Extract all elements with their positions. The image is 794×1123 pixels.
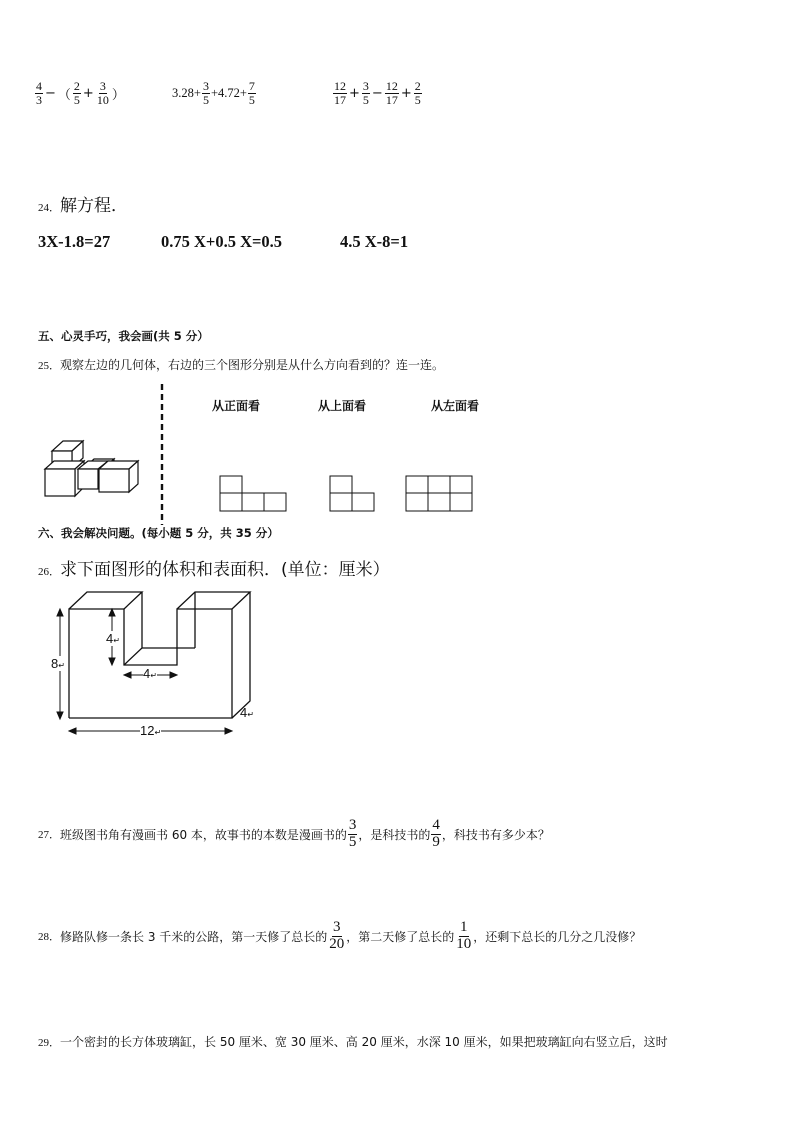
denominator: 9 (432, 833, 440, 850)
fraction (248, 80, 256, 106)
numerator: 4 (36, 79, 42, 93)
operator: + (82, 85, 94, 101)
question-title: 解方程． (60, 196, 128, 216)
question-25 (38, 354, 444, 373)
question-text: 班级图书角有漫画书 60 本，故事书的本数是漫画书的 (60, 827, 347, 842)
numerator: 12 (334, 79, 346, 93)
dim-value: 8 (51, 656, 59, 671)
q26-solid-figure (0, 585, 300, 745)
return-mark: ↵ (247, 710, 254, 719)
denominator: 10 (456, 935, 472, 952)
numerator: 12 (385, 79, 398, 93)
numerator: 7 (248, 79, 255, 93)
question-text: ，是科技书的 (358, 827, 431, 842)
denominator: 17 (334, 92, 346, 107)
return-mark: ↵ (113, 636, 120, 645)
dim-value: 12 (140, 723, 155, 738)
numerator: 3 (333, 919, 341, 935)
cube-solid (45, 441, 138, 496)
fraction (431, 818, 441, 851)
numerator: 3 (362, 79, 369, 93)
dim-value: 4 (143, 666, 151, 681)
operator: − (45, 85, 56, 101)
fraction (362, 80, 370, 106)
question-number: 28． (38, 931, 60, 944)
expression-text: +4.72+ (210, 85, 247, 100)
equation-2: 0.75 X+0.5 X=0.5 (161, 232, 283, 251)
denominator: 5 (414, 92, 421, 107)
question-text: ，第二天修了总长的 (346, 929, 455, 944)
question-27 (38, 818, 550, 851)
calc-expression-2 (172, 80, 257, 106)
calc-expression-3 (332, 80, 423, 106)
question-24-heading (38, 191, 128, 216)
return-mark: ↵ (58, 661, 65, 670)
dim-depth-label (240, 705, 254, 720)
dim-notch-width-label (143, 666, 157, 681)
fraction (73, 80, 81, 106)
dim-height-label (51, 656, 65, 671)
fraction (96, 80, 110, 106)
numerator: 3 (202, 79, 209, 93)
question-number: 29． (38, 1037, 60, 1049)
expression-text: 3.28+ (172, 85, 201, 100)
view-label-top: 从上面看 (318, 399, 367, 413)
question-number: 25． (38, 360, 60, 372)
fraction (35, 80, 43, 106)
denominator: 3 (36, 92, 42, 107)
return-mark: ↵ (150, 671, 157, 680)
fraction (455, 920, 472, 953)
fraction (414, 80, 422, 106)
top-view-grid (330, 476, 374, 511)
question-text: ，还剩下总长的几分之几没修？ (473, 929, 642, 944)
question-number: 24． (38, 202, 60, 214)
paren: （ (57, 87, 71, 103)
operator: + (349, 85, 360, 101)
question-28 (38, 920, 641, 953)
denominator: 10 (96, 92, 109, 107)
calc-expression-1 (34, 80, 126, 106)
question-text: 观察左边的几何体，右边的三个图形分别是从什么方向看到的？连一连。 (60, 358, 445, 372)
fraction (385, 80, 399, 106)
question-29 (38, 1031, 668, 1050)
return-mark: ↵ (154, 728, 162, 737)
denominator: 5 (202, 92, 209, 107)
dim-value: 4 (106, 631, 114, 646)
question-26 (38, 555, 390, 580)
section-6-title: 六、我会解决问题。(每小题 5 分，共 35 分） (38, 526, 279, 540)
numerator: 3 (348, 817, 357, 833)
denominator: 5 (248, 92, 255, 107)
operator: − (371, 85, 383, 101)
fraction (202, 80, 210, 106)
question-text: 一个密封的长方体玻璃缸，长 50 厘米、宽 30 厘米、高 20 厘米，水深 10 厘米，如果把玻璃缸向右竖立后，这时 (60, 1035, 668, 1049)
paren: ） (111, 87, 125, 103)
numerator: 2 (414, 79, 421, 93)
numerator: 1 (460, 919, 468, 935)
question-text: ，科技书有多少本？ (441, 827, 550, 842)
question-number: 26． (38, 566, 60, 578)
section-5-title: 五、心灵手巧，我会画(共 5 分） (38, 329, 209, 343)
numerator: 4 (432, 817, 440, 833)
numerator: 3 (99, 79, 106, 93)
dim-length-label (140, 723, 161, 738)
denominator: 5 (362, 92, 369, 107)
question-number: 27． (38, 829, 60, 842)
fraction (333, 80, 347, 106)
denominator: 5 (348, 833, 357, 850)
front-view-grid (220, 476, 286, 511)
denominator: 17 (385, 92, 398, 107)
view-label-front: 从正面看 (212, 399, 261, 413)
equation-3: 4.5 X-8=1 (340, 232, 409, 251)
question-text: 求下面图形的体积和表面积．(单位：厘米） (60, 560, 390, 580)
dim-notch-depth-label (106, 631, 120, 646)
fraction (328, 920, 345, 953)
left-view-grid (406, 476, 472, 511)
denominator: 5 (73, 92, 80, 107)
denominator: 20 (329, 935, 345, 952)
equation-1: 3X-1.8=27 (38, 232, 111, 251)
fraction (348, 818, 358, 851)
question-text: 修路队修一条长 3 千米的公路，第一天修了总长的 (60, 929, 328, 944)
operator: + (400, 85, 412, 101)
dim-value: 4 (240, 705, 248, 720)
numerator: 2 (73, 79, 80, 93)
view-label-left: 从左面看 (431, 399, 480, 413)
